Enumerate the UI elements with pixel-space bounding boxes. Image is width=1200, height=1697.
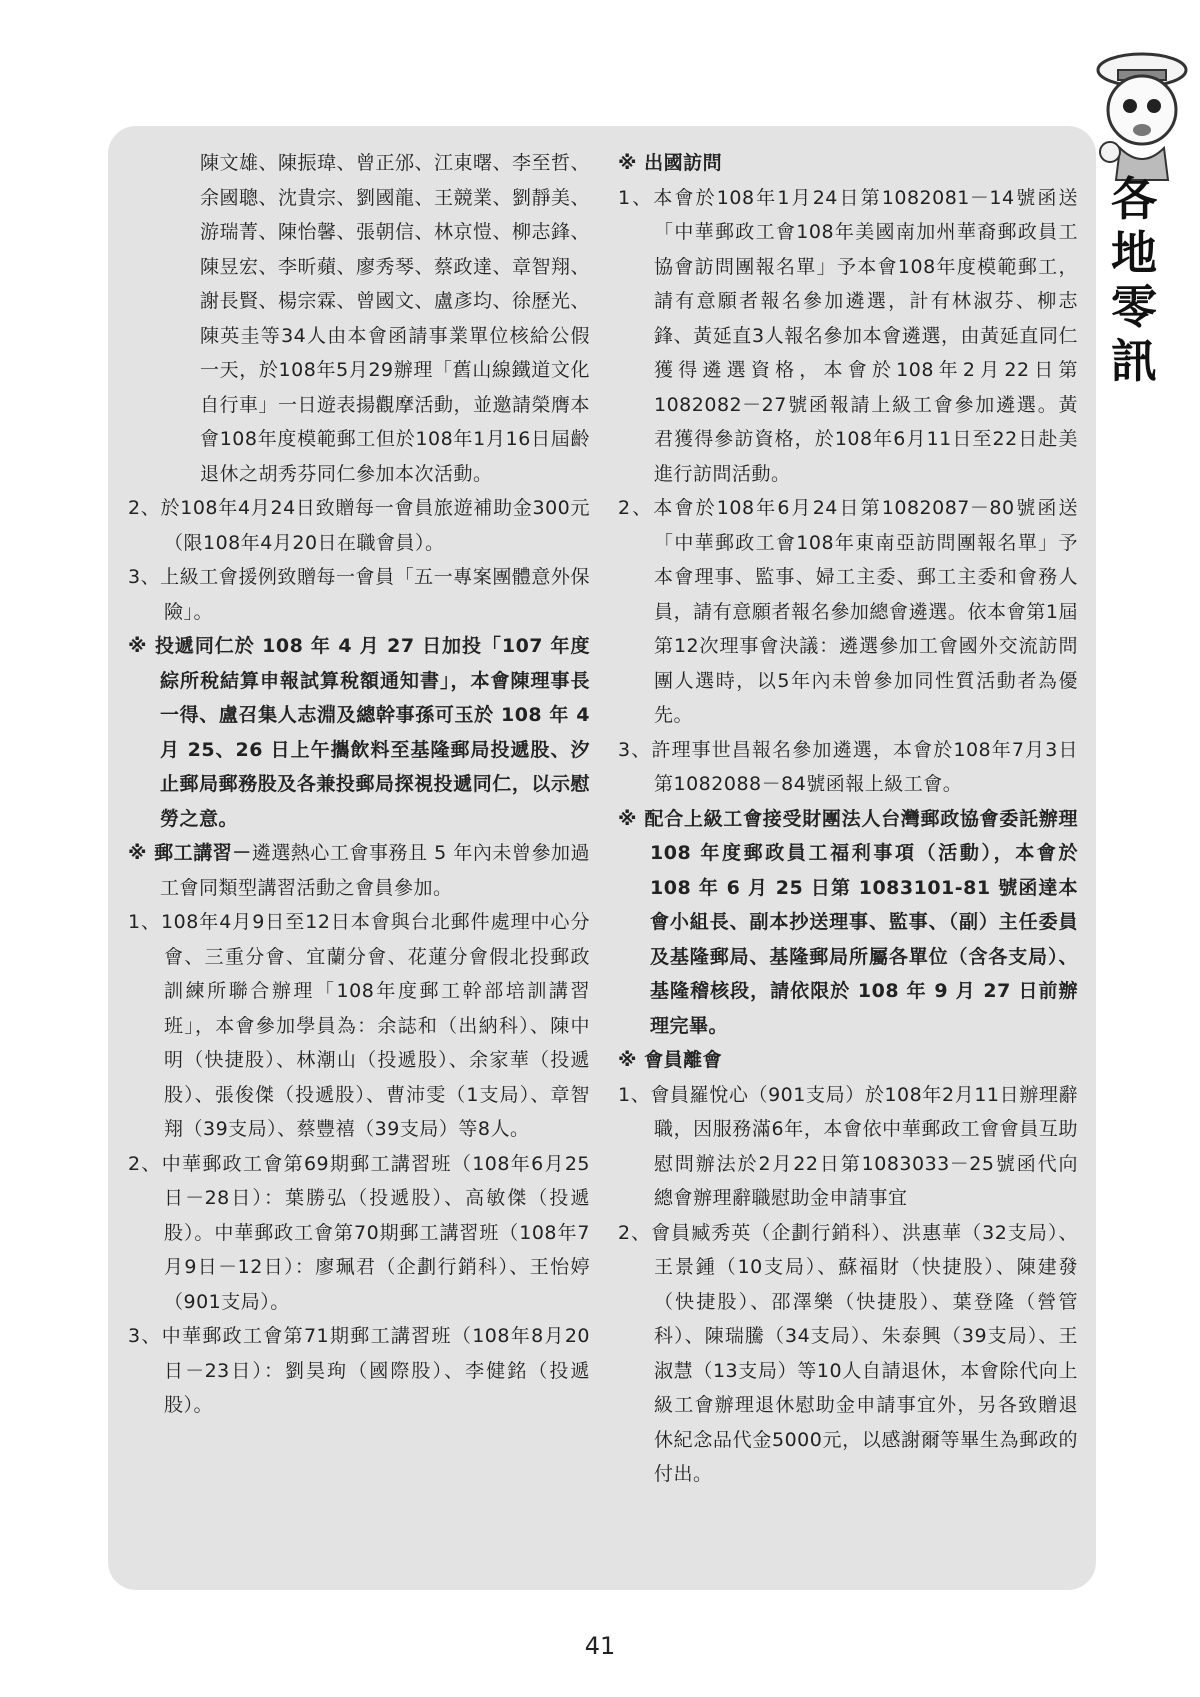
section-heading: ※ 會員離會 bbox=[618, 1049, 723, 1071]
section-title-char: 零 bbox=[1111, 280, 1157, 334]
list-item: 1、108年4月9日至12日本會與台北郵件處理中心分會、三重分會、宜蘭分會、花蓮分會假北投郵政訓練所聯合辦理「108年度郵工幹部培訓講習班」，本會參加學員為：余誌和（出納科）、陳中明（快捷股）、林潮山（投遞股）、余家華（投遞股）、張俊傑（投遞股）、曹沛雯（1支局）、章智翔（39支局）、蔡豐禧（39支局）等8人。 bbox=[128, 911, 590, 1140]
list-item: 2、本會於108年6月24日第1082087－80號函送「中華郵政工會108年東南亞訪問團報名單」予本會理事、監事、婦工主委、郵工主委和會務人員，請有意願者報名參加總會遴選。依本會第1屆第12次理事會決議：遴選參加工會國外交流訪問團人選時，以5年內未曾參加同性質活動者為優先。 bbox=[618, 497, 1078, 726]
section-title-vertical bbox=[1104, 172, 1164, 388]
list-item: 2、會員臧秀英（企劃行銷科）、洪惠華（32支局）、王景鍾（10支局）、蘇福財（快捷股）、陳建發（快捷股）、邵澤樂（快捷股）、葉登隆（營管科）、陳瑞騰（34支局）、朱泰興（39支局）、王淑慧（13支局）等10人自請退休，本會除代向上級工會辦理退休慰助金申請事宜外，另各致贈退休紀念品代金5000元，以感謝爾等畢生為郵政的付出。 bbox=[618, 1221, 1078, 1485]
note-paragraph bbox=[128, 836, 590, 905]
section-title-char: 訊 bbox=[1111, 334, 1157, 388]
list-item: 3、許理事世昌報名參加遴選，本會於108年7月3日第1082088－84號函報上級工會。 bbox=[618, 738, 1078, 795]
section-heading: ※ 出國訪問 bbox=[618, 152, 723, 174]
section-title-char: 地 bbox=[1111, 226, 1157, 280]
note-paragraph: ※ 配合上級工會接受財團法人台灣郵政協會委託辦理 108 年度郵政員工福利事項（活動），本會於 108 年 6 月 25 日第 1083101-81 號函達本會小組長、副本抄送理事、監事、（副）主任委員及基隆郵局、基隆郵局所屬各單位（含各支局）、基隆稽核段，請依限於 108 年 9 月 27 日前辦理完畢。 bbox=[618, 807, 1078, 1037]
list-item: 2、中華郵政工會第69期郵工講習班（108年6月25日－28日）：葉勝弘（投遞股）、高敏傑（投遞股）。中華郵政工會第70期郵工講習班（108年7月9日－12日）：廖珮君（企劃行銷科）、王怡婷（901支局）。 bbox=[128, 1152, 590, 1313]
list-item: 3、中華郵政工會第71期郵工講習班（108年8月20日－23日）：劉昊珣（國際股）、李健銘（投遞股）。 bbox=[128, 1325, 590, 1416]
note-text: 遴選熱心工會事務且 5 年內未曾參加過工會同類型講習活動之會員參加。 bbox=[160, 842, 591, 899]
left-column bbox=[128, 146, 590, 1423]
list-item: 1、本會於108年1月24日第1082081－14號函送「中華郵政工會108年美國南加州華裔郵政員工協會訪問團報名單」予本會108年度模範郵工，請有意願者報名參加遴選，計有林淑芬、柳志鋒、黃延直3人報名參加本會遴選，由黃延直同仁獲得遴選資格，本會於108年2月22日第1082082－27號函報請上級工會參加遴選。黃君獲得參訪資格，於108年6月11日至22日赴美進行訪問活動。 bbox=[618, 186, 1078, 485]
list-item-continuation: 陳文雄、陳振瑋、曾正邠、江東曙、李至哲、余國聰、沈貴宗、劉國龍、王競業、劉靜美、游瑞菁、陳怡馨、張朝信、林京愷、柳志鋒、陳昱宏、李昕蘋、廖秀琴、蔡政達、章智翔、謝長賢、楊宗霖、曾國文、盧彥均、徐歷光、陳英圭等34人由本會函請事業單位核給公假一天，於108年5月29辦理「舊山線鐵道文化自行車」一日遊表揚觀摩活動，並邀請榮膺本會108年度模範郵工但於108年1月16日屆齡退休之胡秀芬同仁參加本次活動。 bbox=[200, 152, 591, 485]
page-number: 41 bbox=[584, 1632, 616, 1660]
postman-mascot-icon bbox=[1080, 40, 1200, 190]
note-lead: ※ 郵工講習－ bbox=[128, 842, 252, 864]
list-item: 2、於108年4月24日致贈每一會員旅遊補助金300元（限108年4月20日在職會員）。 bbox=[128, 497, 590, 554]
list-item: 1、會員羅悅心（901支局）於108年2月11日辦理辭職，因服務滿6年，本會依中華郵政工會會員互助慰問辦法於2月22日第1083033－25號函代向總會辦理辭職慰助金申請事宜 bbox=[618, 1083, 1078, 1209]
list-item: 3、上級工會援例致贈每一會員「五一專案團體意外保險」。 bbox=[128, 566, 590, 623]
note-paragraph: ※ 投遞同仁於 108 年 4 月 27 日加投「107 年度綜所稅結算申報試算稅額通知書」，本會陳理事長一得、盧召集人志淵及總幹事孫可玉於 108 年 4 月 25、26 日上午攜飲料至基隆郵局投遞股、汐止郵局郵務股及各兼投郵局探視投遞同仁，以示慰勞之意。 bbox=[128, 635, 590, 830]
section-title-char: 各 bbox=[1111, 172, 1157, 226]
right-column bbox=[618, 146, 1078, 1492]
